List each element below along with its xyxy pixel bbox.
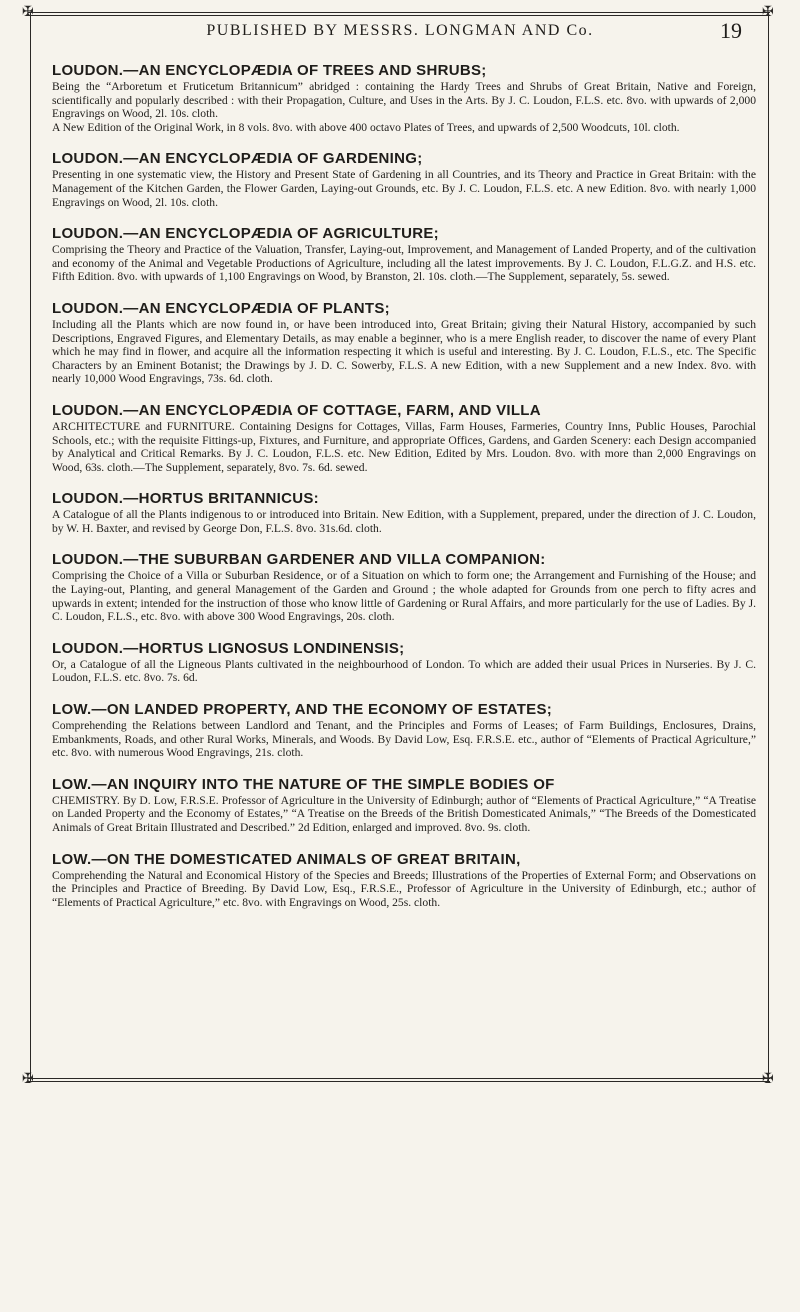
entry-title: LOUDON.—AN ENCYCLOPÆDIA OF TREES AND SHRUBS; [52, 62, 487, 79]
entry-title: LOUDON.—AN ENCYCLOPÆDIA OF COTTAGE, FARM, AND VILLA [52, 401, 541, 419]
entry-description: Presenting in one systematic view, the History and Present State of Gardening in all Countries, and its Theory and Practice in Great Britain: with the Management of the Kitchen Garden, the Flower Garden, Laying-out Grounds, etc. By J. C. Loudon, F.L.S. etc. A new Edition. 8vo. with nearly 1,000 Engravings on Wood, 2l. 10s. cloth. [52, 168, 756, 209]
entry-body [52, 508, 756, 535]
bottom-border-rule-inner [28, 1081, 770, 1082]
catalogue-entry [52, 851, 756, 910]
top-border-rule-inner [28, 15, 770, 16]
catalogue-entry [52, 62, 756, 134]
entry-title: LOUDON.—THE SUBURBAN GARDENER AND VILLA COMPANION: [52, 551, 546, 569]
top-border-rule [28, 12, 770, 13]
catalogue-entry [52, 300, 756, 386]
catalogue-entry [52, 701, 756, 760]
catalogue-entry [52, 551, 756, 623]
entry-title: LOW.—ON THE DOMESTICATED ANIMALS OF GREAT BRITAIN, [52, 850, 521, 868]
entry-body [52, 569, 756, 623]
corner-ornament-icon: ✠ [762, 1072, 774, 1087]
entry-body [52, 869, 756, 910]
left-border-rule [30, 12, 31, 1082]
catalogue-entry [52, 640, 756, 685]
entry-title: LOUDON.—AN ENCYCLOPÆDIA OF GARDENING; [52, 150, 423, 168]
entry-body [52, 318, 756, 386]
corner-ornament-icon: ✠ [22, 1072, 34, 1087]
entry-description: Comprehending the Relations between Landlord and Tenant, and the Principles and Forms of Leases; of Farm Buildings, Enclosures, Drains, Embankments, Roads, and other Rural Works, Minerals, and Woods. By David Low, Esq. F.R.S.E. etc., author of “Elements of Practical Agriculture,” etc. 8vo. with numerous Wood Engravings, 21s. cloth. [52, 719, 756, 760]
catalogue-entry [52, 225, 756, 284]
entry-body [52, 420, 756, 474]
entry-body [52, 80, 756, 134]
corner-ornament-icon: ✠ [22, 5, 34, 20]
entry-title: LOUDON.—HORTUS BRITANNICUS: [52, 490, 319, 508]
entry-title: LOUDON.—AN ENCYCLOPÆDIA OF AGRICULTURE; [52, 225, 439, 243]
entry-description: CHEMISTRY. By D. Low, F.R.S.E. Professor of Agriculture in the University of Edinburgh; author of “Elements of Practical Agriculture,” “A Treatise on Landed Property and the Economy of Estates,” “A Treatise on the Breeds of the British Domesticated Animals,” “The Breeds of the Domesticated Animals of Great Britain Illustrated and Described.” 2d Edition, enlarged and improved. 8vo. 9s. cloth. [52, 793, 756, 834]
entry-body [52, 719, 756, 760]
catalogue-entry [52, 776, 756, 835]
entry-description: ARCHITECTURE and FURNITURE. Containing Designs for Cottages, Villas, Farm Houses, Farmeries, Country Inns, Public Houses, Parochial Schools, etc.; with the requisite Fittings-up, Fixtures, and Furniture, and appropriate Offices, Gardens, and Garden Scenery: each Design accompanied by Analytical and Critical Remarks. By J. C. Loudon, F.L.S. etc. New Edition, Edited by Mrs. Loudon. 8vo. with more than 2,000 Engravings on Wood, 63s. cloth.—The Supplement, separately, 8vo. 7s. 6d. sewed. [52, 419, 756, 474]
entry-body [52, 243, 756, 284]
entry-description: Or, a Catalogue of all the Ligneous Plants cultivated in the neighbourhood of London. To which are added their usual Prices in Nurseries. By J. C. Loudon, F.L.S. etc. 8vo. 7s. 6d. [52, 657, 756, 685]
entry-body [52, 168, 756, 209]
catalogue-entries [52, 62, 756, 925]
entry-description: Being the “Arboretum et Fruticetum Britannicum” abridged : containing the Hardy Trees and Shrubs of Great Britain, Native and Foreign, scientifically and popularly described : with their Propagation, Culture, and Uses in the Arts. By J. C. Loudon, F.L.S. etc. 8vo. with upwards of 2,000 Engravings on Wood, 2l. 10s. cloth. [52, 80, 756, 121]
bottom-border-rule [28, 1078, 770, 1079]
catalogue-entry [52, 402, 756, 474]
corner-ornament-icon: ✠ [762, 5, 774, 20]
entry-title: LOW.—ON LANDED PROPERTY, AND THE ECONOMY OF ESTATES; [52, 701, 553, 719]
entry-description: Comprising the Choice of a Villa or Suburban Residence, or of a Situation on which to form one; the Arrangement and Furnishing of the House; and the Laying-out, Planting, and general Management of the Garden and Ground ; the whole adapted for Grounds from one perch to fifty acres and upwards in extent; intended for the instruction of those who know little of Gardening or Rural Affairs, and more particularly for the use of Ladies. By J. C. Loudon, F.L.S., etc. 8vo. with above 300 Wood Engravings, 20s. cloth. [52, 569, 756, 624]
entry-title: LOUDON.—HORTUS LIGNOSUS LONDINENSIS; [52, 639, 405, 657]
entry-body [52, 658, 756, 685]
catalogue-entry [52, 150, 756, 209]
catalogue-entry [52, 490, 756, 535]
entry-body [52, 794, 756, 835]
right-border-rule [768, 12, 769, 1082]
entry-description: A Catalogue of all the Plants indigenous to or introduced into Britain. New Edition, with a Supplement, prepared, under the direction of J. C. Loudon, by W. H. Baxter, and revised by George Don, F.L.S. 8vo. 31s.6d. cloth. [52, 508, 756, 535]
entry-title: LOUDON.—AN ENCYCLOPÆDIA OF PLANTS; [52, 299, 390, 317]
entry-extra: A New Edition of the Original Work, in 8 vols. 8vo. with above 400 octavo Plates of Trees, and upwards of 2,500 Woodcuts, 10l. cloth. [52, 120, 680, 134]
entry-description: Comprising the Theory and Practice of the Valuation, Transfer, Laying-out, Improvement, and Management of Landed Property, and of the cultivation and economy of the Animal and Vegetable Productions of Agriculture, including all the latest improvements. By J. C. Loudon, F.L.G.Z. and H.S. etc. Fifth Edition. 8vo. with upwards of 1,100 Engravings on Wood, by Branston, 2l. 10s. cloth.—The Supplement, separately, 5s. sewed. [52, 243, 756, 284]
page-number: 19 [720, 18, 742, 43]
running-head: PUBLISHED BY MESSRS. LONGMAN AND Co. [206, 22, 594, 39]
entry-title: LOW.—AN INQUIRY INTO THE NATURE OF THE SIMPLE BODIES OF [52, 775, 555, 793]
entry-description: Including all the Plants which are now found in, or have been introduced into, Great Britain; giving their Natural History, accompanied by such Descriptions, Engraved Figures, and Elementary Details, as may enable a beginner, who is a mere English reader, to discover the name of every Plant which he may find in flower, and acquire all the information respecting it which is useful and interesting. By J. C. Loudon, F.L.S., etc. The Specific Characters by an Eminent Botanist; the Drawings by J. D. C. Sowerby, F.L.S. A new Edition, with a new Supplement and a new Index. 8vo. with nearly 10,000 Wood Engravings, 73s. 6d. cloth. [52, 317, 756, 386]
entry-description: Comprehending the Natural and Economical History of the Species and Breeds; Illustrations of the Properties of External Form; and Observations on the Principles and Practice of Breeding. By David Low, Esq., F.R.S.E., Professor of Agriculture in the University of Edinburgh, etc.; author of “Elements of Practical Agriculture,” etc. 8vo. with Engravings on Wood, 25s. cloth. [52, 868, 756, 909]
